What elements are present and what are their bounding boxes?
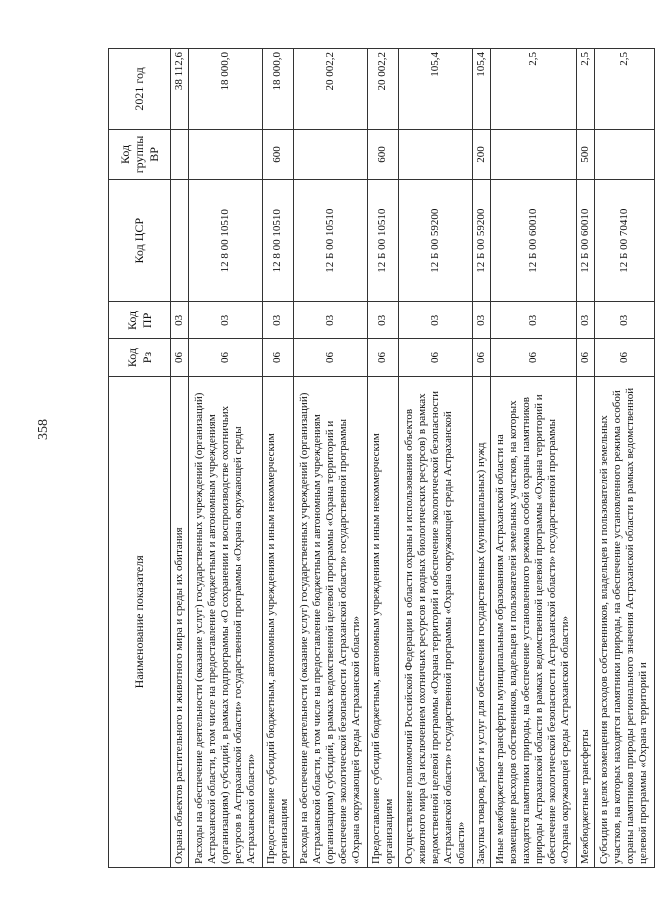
cell-name: Закупка товаров, работ и услуг для обеспечения государственных (муниципальных) нужд — [472, 376, 490, 867]
cell-name: Субсидии в целях возмещения расходов собственников, владельцев и пользователей земельных участков, на которых находятся памятники природы, на обеспечение установленного режима особой охраны памятников природы регионального значения Астраханской области в рамках ведомственной целевой программы «Охрана территорий и — [594, 376, 654, 867]
cell-name: Предоставление субсидий бюджетным, автономным учреждениям и иным некоммерческим организациям — [262, 376, 293, 867]
cell-csr: 12 8 00 10510 — [262, 180, 293, 302]
cell-csr: 12 Б 00 70410 — [594, 180, 654, 302]
table-row — [594, 49, 654, 868]
cell-rz: 06 — [262, 339, 293, 376]
cell-name: Предоставление субсидий бюджетным, автономным учреждениям и иным некоммерческим организациям — [367, 376, 398, 867]
cell-sum: 18 000,0 — [262, 49, 293, 130]
table-row — [576, 49, 594, 868]
table-row — [367, 49, 398, 868]
cell-sum: 18 000,0 — [188, 49, 262, 130]
cell-rz: 06 — [472, 339, 490, 376]
cell-pr: 03 — [398, 302, 472, 339]
cell-pr: 03 — [171, 302, 189, 339]
cell-sum: 20 002,2 — [293, 49, 367, 130]
cell-rz: 06 — [398, 339, 472, 376]
cell-rz: 06 — [188, 339, 262, 376]
cell-csr — [171, 180, 189, 302]
header-pr: Код ПР — [109, 302, 171, 339]
cell-csr: 12 Б 00 59200 — [472, 180, 490, 302]
table-row — [171, 49, 189, 868]
cell-pr: 03 — [367, 302, 398, 339]
cell-vr: 500 — [576, 129, 594, 179]
cell-name: Иные межбюджетные трансферты муниципальным образованиям Астраханской области на возмещение расходов собственников, владельцев и пользователей земельных участков, на которых находятся памятники природы, на обеспечение установленного режима особой охраны памятников природы Астраханской области в рамках ведомственной целевой программы «Охрана территорий и обеспечение экологической безопасности Астраханской области» государственной программы «Охрана окружающей среды Астраханской области» — [490, 376, 576, 867]
header-sum: 2021 год — [109, 49, 171, 130]
table-row — [293, 49, 367, 868]
table-row — [490, 49, 576, 868]
cell-name: Расходы на обеспечение деятельности (оказание услуг) государственных учреждений (организаций) Астраханской области, в том числе на предоставление бюджетным и автономным учреждениям (организациям) субсидий, в рамках подпрограммы «О сохранении и воспроизводстве охотничьих ресурсов в Астраханской области» государственной программы «Охрана окружающей среды Астраханской области» — [188, 376, 262, 867]
cell-sum: 2,5 — [594, 49, 654, 130]
table-row — [472, 49, 490, 868]
table-row — [262, 49, 293, 868]
cell-name: Осуществление полномочий Российской Федерации в области охраны и использования объектов животного мира (за исключением охотничьих ресурсов и водных биологических ресурсов) в рамках ведомственной целевой программы «Охрана территорий и обеспечение экологической безопасности Астраханской области» государственной программы «Охрана окружающей среды Астраханской области» — [398, 376, 472, 867]
cell-vr: 200 — [472, 129, 490, 179]
cell-rz: 06 — [293, 339, 367, 376]
cell-rz: 06 — [576, 339, 594, 376]
cell-vr — [171, 129, 189, 179]
cell-pr: 03 — [490, 302, 576, 339]
cell-sum: 38 112,6 — [171, 49, 189, 130]
cell-csr: 12 Б 00 10510 — [367, 180, 398, 302]
cell-sum: 105,4 — [472, 49, 490, 130]
page-number: 358 — [36, 419, 51, 440]
cell-csr: 12 8 00 10510 — [188, 180, 262, 302]
cell-name: Охрана объектов растительного и животного мира и среды их обитания — [171, 376, 189, 867]
cell-name: Межбюджетные трансферты — [576, 376, 594, 867]
cell-vr — [398, 129, 472, 179]
cell-vr — [293, 129, 367, 179]
cell-csr: 12 Б 00 59200 — [398, 180, 472, 302]
header-rz: Код Рз — [109, 339, 171, 376]
cell-pr: 03 — [293, 302, 367, 339]
cell-pr: 03 — [188, 302, 262, 339]
cell-pr: 03 — [472, 302, 490, 339]
cell-sum: 20 002,2 — [367, 49, 398, 130]
cell-rz: 06 — [171, 339, 189, 376]
cell-vr — [188, 129, 262, 179]
cell-rz: 06 — [367, 339, 398, 376]
cell-name: Расходы на обеспечение деятельности (оказание услуг) государственных учреждений (организаций) Астраханской области, в том числе на предоставление бюджетным и автономным учреждениям (организациям) субсидий, в рамках ведомственной целевой программы «Охрана территорий и обеспечение экологической безопасности Астраханской области» государственной программы «Охрана окружающей среды Астраханской области» — [293, 376, 367, 867]
table-row — [188, 49, 262, 868]
cell-rz: 06 — [594, 339, 654, 376]
cell-sum: 105,4 — [398, 49, 472, 130]
cell-sum: 2,5 — [576, 49, 594, 130]
header-name: Наименование показателя — [109, 376, 171, 867]
cell-csr: 12 Б 00 10510 — [293, 180, 367, 302]
header-row — [109, 49, 171, 868]
cell-csr: 12 Б 00 60010 — [576, 180, 594, 302]
header-csr: Код ЦСР — [109, 180, 171, 302]
cell-vr: 600 — [262, 129, 293, 179]
cell-pr: 03 — [576, 302, 594, 339]
table-container — [108, 48, 650, 868]
cell-pr: 03 — [262, 302, 293, 339]
cell-vr — [490, 129, 576, 179]
cell-vr: 600 — [367, 129, 398, 179]
table-row — [398, 49, 472, 868]
cell-pr: 03 — [594, 302, 654, 339]
cell-vr — [594, 129, 654, 179]
cell-sum: 2,5 — [490, 49, 576, 130]
cell-csr: 12 Б 00 60010 — [490, 180, 576, 302]
header-vr: Код группы ВР — [109, 129, 171, 179]
cell-rz: 06 — [490, 339, 576, 376]
budget-table — [108, 48, 655, 868]
